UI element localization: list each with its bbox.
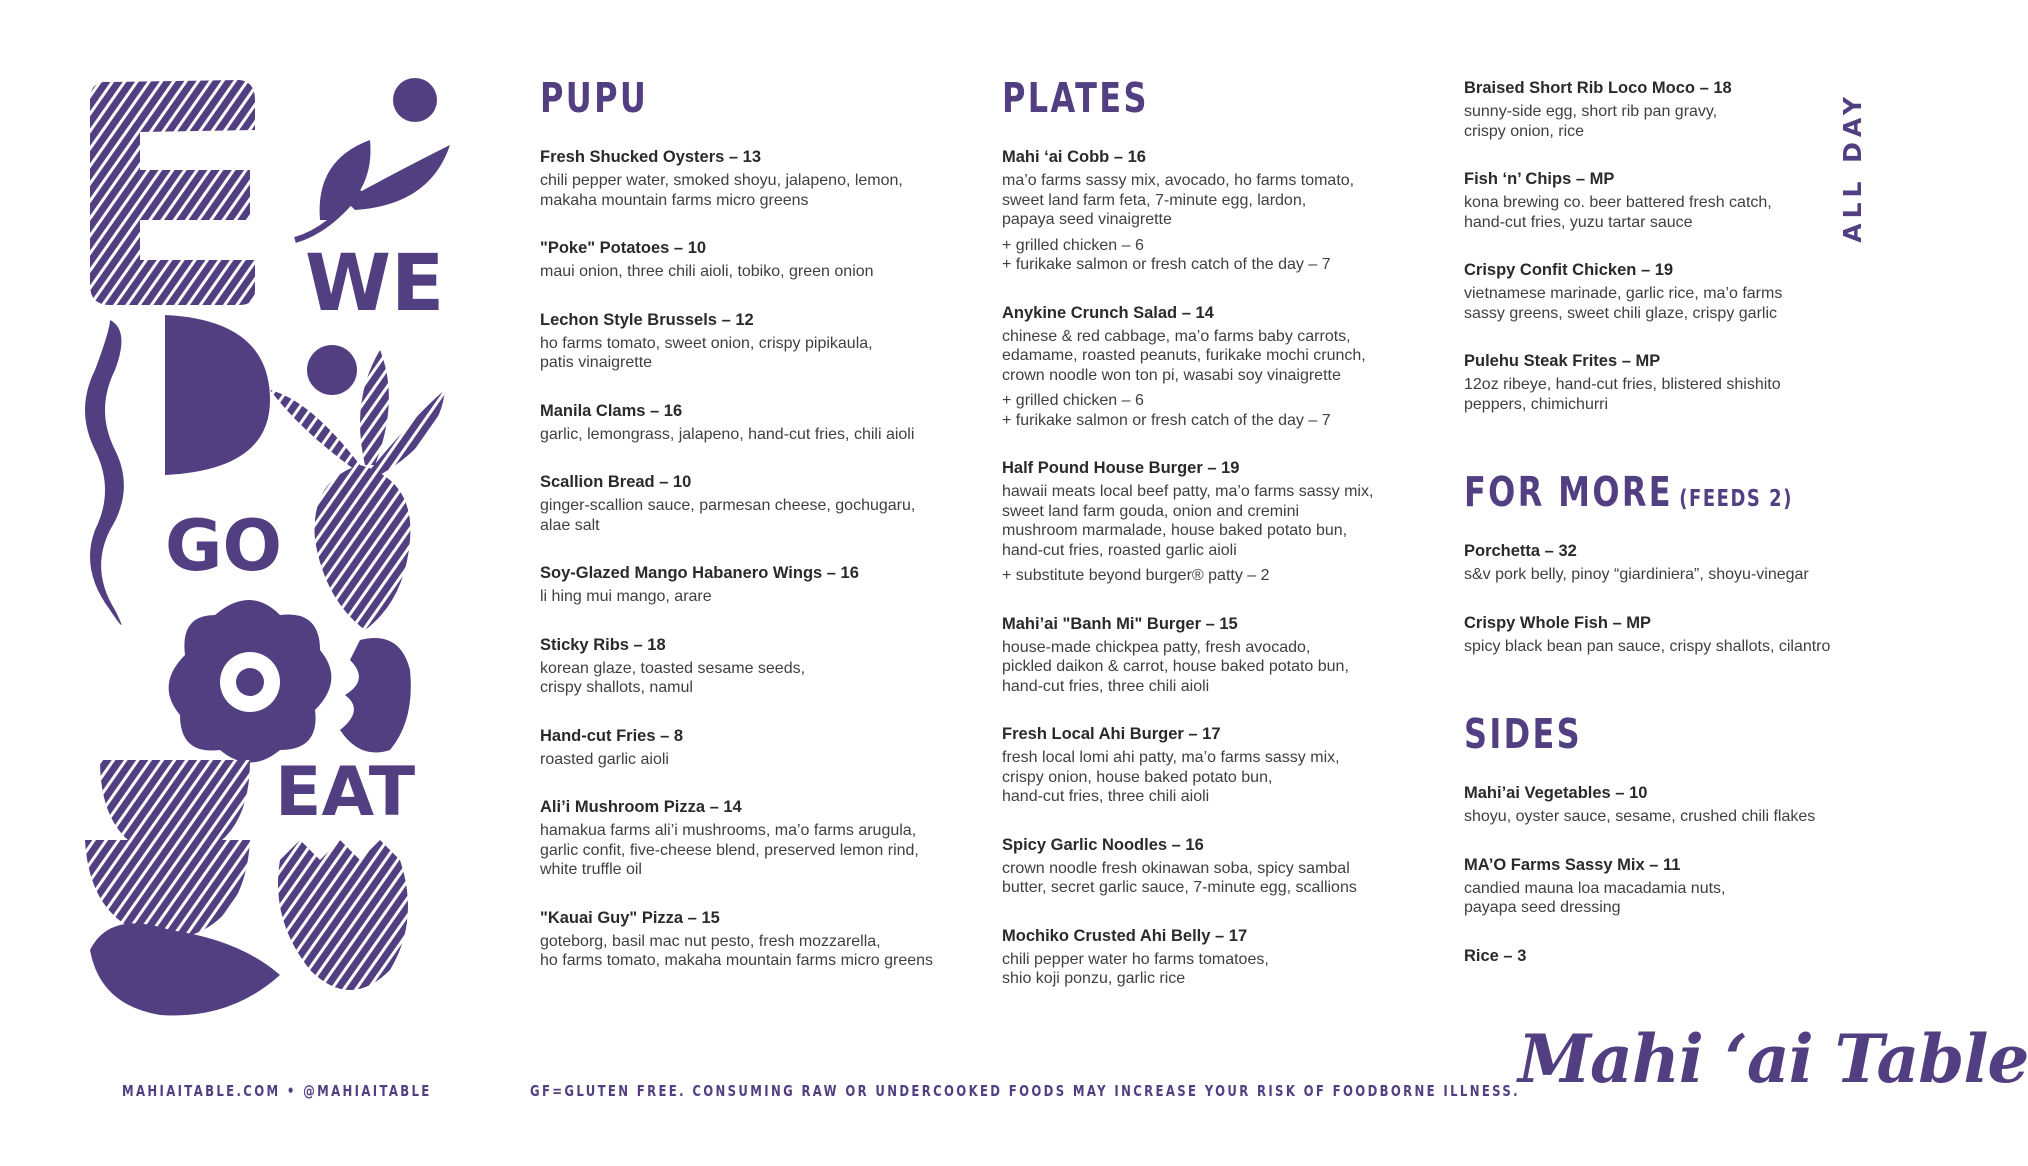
- item-name: "Poke" Potatoes – 10: [540, 239, 707, 257]
- menu-item: [1002, 458, 1442, 586]
- menu-item: [1464, 613, 1884, 657]
- item-name: Mochiko Crusted Ahi Belly – 17: [1002, 926, 1248, 945]
- item-desc: chili pepper water ho farms tomatoes, shio koji ponzu, garlic rice: [1002, 950, 1269, 987]
- menu-item: [540, 401, 980, 445]
- menu-item: [1002, 835, 1442, 898]
- item-desc: hawaii meats local beef patty, ma’o farms sassy mix, sweet land farm gouda, onion and cremini mushroom marmalade, house baked potato bun, hand-cut fries, roasted garlic aioli: [1002, 483, 1374, 559]
- item-desc: s&v pork belly, pinoy “giardiniera”, shoyu-vinegar: [1464, 566, 1809, 583]
- section-title-sides: SIDES: [1464, 710, 1583, 758]
- menu-item: [1002, 614, 1442, 697]
- brand-logo: Mahi ‘ai Table: [1518, 1020, 2028, 1098]
- item-desc: korean glaze, toasted sesame seeds, crispy shallots, namul: [540, 659, 806, 696]
- for-more-subtitle: (FEEDS 2): [1679, 486, 1793, 512]
- item-name: Anykine Crunch Salad – 14: [1002, 303, 1214, 322]
- item-name: Half Pound House Burger – 19: [1002, 459, 1240, 477]
- section-title-pupu: PUPU: [540, 74, 649, 122]
- item-name: Mahi’ai Vegetables – 10: [1464, 784, 1648, 802]
- beet-shape: [315, 465, 411, 630]
- item-desc: ginger-scallion sauce, parmesan cheese, gochugaru, alae salt: [540, 497, 916, 534]
- item-name: Ali’i Mushroom Pizza – 14: [540, 798, 742, 816]
- item-desc: shoyu, oyster sauce, sesame, crushed chili flakes: [1464, 808, 1816, 825]
- footer-website: MAHIAITABLE.COM • @MAHIAITABLE: [122, 1082, 432, 1100]
- item-desc: crown noodle fresh okinawan soba, spicy sambal butter, secret garlic sauce, 7-minute egg, scallions: [1002, 859, 1357, 896]
- art-word-we: WE: [305, 239, 445, 329]
- item-name: Mahi ‘ai Cobb – 16: [1002, 148, 1146, 166]
- item-name: Porchetta – 32: [1464, 542, 1577, 560]
- beet-leaf-shape-3: [270, 390, 360, 470]
- item-name: "Kauai Guy" Pizza – 15: [540, 908, 720, 927]
- dot-shape: [307, 345, 357, 395]
- half-circle-shape: [165, 315, 270, 475]
- item-name: Fish ‘n’ Chips – MP: [1464, 170, 1615, 188]
- item-addons: + grilled chicken – 6 + furikake salmon or fresh catch of the day – 7: [1002, 392, 1331, 429]
- pupu-section: [540, 74, 980, 999]
- menu-item: [1464, 541, 1884, 585]
- menu-item: [540, 797, 980, 880]
- menu-item: [540, 147, 980, 210]
- item-name: MA’O Farms Sassy Mix – 11: [1464, 855, 1681, 874]
- menu-item: [540, 563, 980, 607]
- bottom-leaf-shape: [90, 923, 280, 1015]
- menu-item: [540, 726, 980, 770]
- item-name: Crispy Confit Chicken – 19: [1464, 261, 1674, 279]
- item-desc: 12oz ribeye, hand-cut fries, blistered shishito peppers, chimichurri: [1464, 376, 1781, 413]
- berry-shape: [393, 78, 437, 122]
- decorative-illustration: [70, 70, 460, 1060]
- art-word-eat: EAT: [275, 753, 416, 832]
- menu-item: [540, 908, 980, 971]
- item-desc: vietnamese marinade, garlic rice, ma’o farms sassy greens, sweet chili glaze, crispy garlic: [1464, 285, 1783, 322]
- item-desc: roasted garlic aioli: [540, 750, 669, 768]
- item-desc: chinese & red cabbage, ma’o farms baby carrots, edamame, roasted peanuts, furikake mochi crunch, crown noodle won ton pi, wasabi soy vinaigrette: [1002, 327, 1366, 384]
- item-name: Hand-cut Fries – 8: [540, 726, 684, 745]
- item-addons: + grilled chicken – 6 + furikake salmon or fresh catch of the day – 7: [1002, 236, 1331, 273]
- item-desc: sunny-side egg, short rib pan gravy, crispy onion, rice: [1464, 103, 1718, 140]
- item-name: Crispy Whole Fish – MP: [1464, 613, 1652, 632]
- mitten-shape: [340, 638, 411, 753]
- menu-item: [1464, 783, 1884, 827]
- wavy-shape: [85, 320, 124, 625]
- menu-item: [1002, 926, 1442, 989]
- item-addons: + substitute beyond burger® patty – 2: [1002, 567, 1270, 584]
- menu-item: [1464, 855, 1884, 918]
- menu-item: [1464, 78, 1884, 141]
- item-desc: hamakua farms ali’i mushrooms, ma’o farms arugula, garlic confit, five-cheese blend, preserved lemon rind, white truffle oil: [540, 822, 919, 878]
- item-desc: house-made chickpea patty, fresh avocado, pickled daikon & carrot, house baked potato bun, hand-cut fries, three chili aioli: [1002, 638, 1349, 695]
- all-day-label: ALL DAY: [1838, 92, 1867, 243]
- item-name: Mahi’ai "Banh Mi" Burger – 15: [1002, 614, 1238, 633]
- section-title-plates: PLATES: [1002, 74, 1149, 122]
- menu-item: [540, 310, 980, 373]
- item-desc: ho farms tomato, sweet onion, crispy pipikaula, patis vinaigrette: [540, 334, 873, 371]
- item-desc: candied mauna loa macadamia nuts, payapa seed dressing: [1464, 879, 1726, 916]
- item-name: Braised Short Rib Loco Moco – 18: [1464, 79, 1732, 97]
- item-name: Fresh Shucked Oysters – 13: [540, 148, 762, 166]
- item-desc: garlic, lemongrass, jalapeno, hand-cut fries, chili aioli: [540, 425, 915, 443]
- art-word-go: GO: [165, 505, 282, 587]
- item-name: Sticky Ribs – 18: [540, 635, 666, 654]
- beet-leaf-shape: [360, 350, 389, 465]
- item-name: Spicy Garlic Noodles – 16: [1002, 835, 1204, 854]
- item-name: Fresh Local Ahi Burger – 17: [1002, 725, 1221, 743]
- menu-item: [1464, 351, 1884, 414]
- item-desc: maui onion, three chili aioli, tobiko, green onion: [540, 263, 874, 280]
- item-desc: fresh local lomi ahi patty, ma’o farms sassy mix, crispy onion, house baked potato bun, hand-cut fries, three chili aioli: [1002, 749, 1340, 805]
- item-desc: chili pepper water, smoked shoyu, jalapeno, lemon, makaha mountain farms micro greens: [540, 172, 903, 209]
- item-name: Soy-Glazed Mango Habanero Wings – 16: [540, 564, 859, 582]
- for-more-title: FOR MORE: [1464, 468, 1674, 516]
- section-title-for-more: [1464, 468, 1793, 516]
- item-name: Scallion Bread – 10: [540, 473, 692, 491]
- column-three: [1464, 78, 1884, 994]
- item-desc: ma’o farms sassy mix, avocado, ho farms tomato, sweet land farm feta, 7-minute egg, lardon, papaya seed vinaigrette: [1002, 172, 1355, 228]
- item-desc: li hing mui mango, arare: [540, 588, 712, 605]
- menu-item: [540, 635, 980, 698]
- menu-item: [1464, 260, 1884, 323]
- striped-bowl-shape-2: [85, 840, 250, 940]
- item-desc: spicy black bean pan sauce, crispy shallots, cilantro: [1464, 637, 1831, 655]
- item-name: Manila Clams – 16: [540, 401, 683, 420]
- item-name: Rice – 3: [1464, 946, 1527, 965]
- menu-item: [540, 472, 980, 535]
- plates-section: [1002, 74, 1442, 1017]
- tulip-shape: [278, 840, 408, 990]
- item-desc: goteborg, basil mac nut pesto, fresh mozzarella, ho farms tomato, makaha mountain farms micro greens: [540, 932, 934, 969]
- menu-item: [1464, 169, 1884, 232]
- menu-item: [1464, 946, 1884, 966]
- menu-item: [1002, 303, 1442, 431]
- striped-e-shape: [90, 80, 255, 305]
- menu-item: [1002, 724, 1442, 807]
- item-name: Lechon Style Brussels – 12: [540, 310, 754, 329]
- item-desc: kona brewing co. beer battered fresh catch, hand-cut fries, yuzu tartar sauce: [1464, 194, 1772, 231]
- item-name: Pulehu Steak Frites – MP: [1464, 352, 1661, 370]
- menu-item: [540, 238, 980, 282]
- menu-item: [1002, 147, 1442, 275]
- footer-disclaimer: GF=GLUTEN FREE. CONSUMING RAW OR UNDERCOOKED FOODS MAY INCREASE YOUR RISK OF FOODBORNE ILLNESS.: [530, 1082, 1520, 1100]
